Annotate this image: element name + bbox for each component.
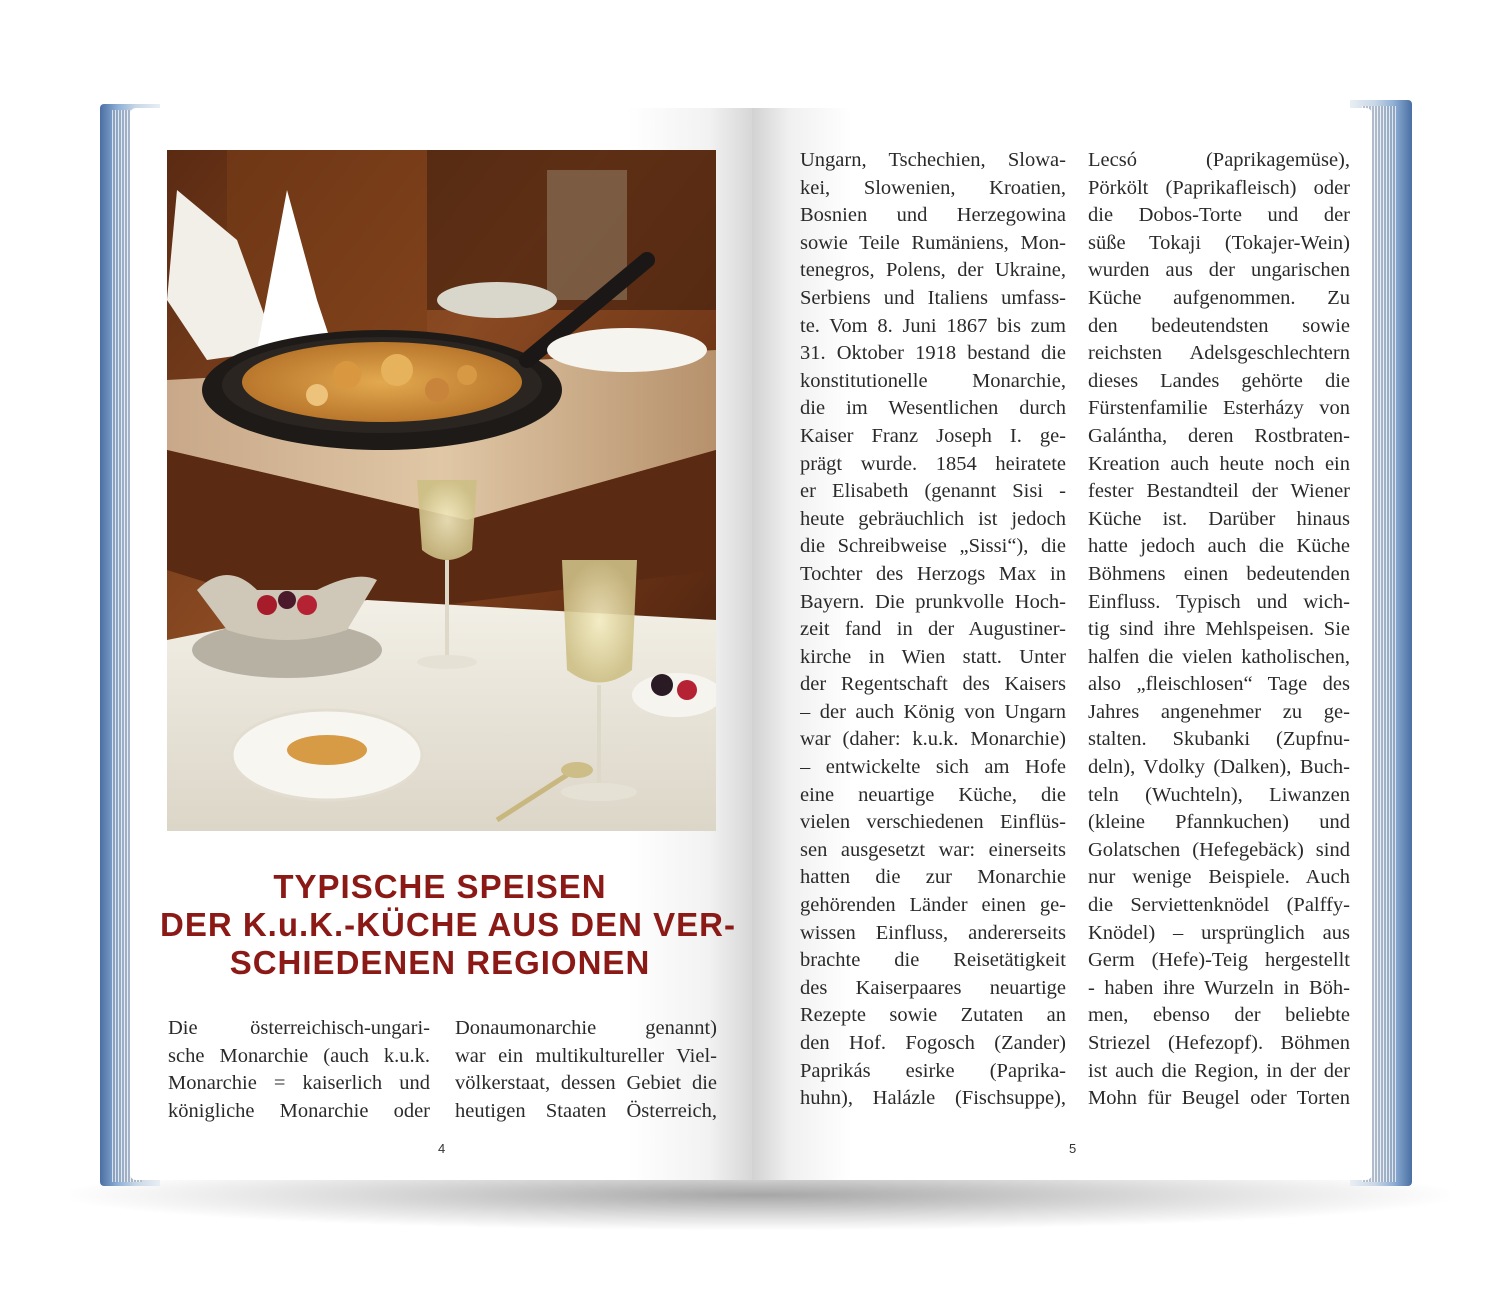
text-line: te. Vom 8. Juni 1867 bis zum (800, 314, 1066, 337)
text-line: deln), Vdolky (Dalken), Buch- (1088, 756, 1350, 779)
text-line: gehörenden Länder einen ge- (800, 894, 1066, 917)
heading-line-2: DER K.u.K.-KÜCHE AUS DEN VER- (160, 906, 736, 943)
text-line: Golatschen (Hefegebäck) sind (1088, 838, 1350, 861)
text-line: sen ausgesetzt war: einerseits (800, 838, 1066, 861)
text-line: ist auch die Region, in der der (1088, 1059, 1350, 1082)
text-line: wissen Einfluss, andererseits (800, 921, 1066, 944)
text-line: Donaumonarchie genannt) (455, 1017, 717, 1039)
text-line: sche Monarchie (auch k.u.k. (168, 1044, 430, 1067)
text-column-1 (168, 1015, 430, 1125)
text-line: kirche in Wien statt. Unter (800, 645, 1066, 668)
text-line: Germ (Hefe)-Teig hergestellt (1088, 949, 1350, 972)
text-line: Knödel) – ursprünglich aus (1088, 921, 1350, 944)
text-line: Einfluss. Typisch und wich- (1088, 590, 1350, 613)
text-line: Tochter des Herzogs Max in (800, 562, 1066, 585)
text-line: nur wenige Beispiele. Auch (1088, 866, 1350, 889)
text-line: Kaiser Franz Joseph I. ge- (800, 424, 1066, 447)
text-line: fester Bestandteil der Wiener (1088, 480, 1350, 503)
heading-line-1: TYPISCHE SPEISEN (273, 868, 607, 905)
text-line: Striezel (Hefezopf). Böhmen (1088, 1032, 1350, 1054)
text-column-3 (800, 147, 1066, 1113)
text-line: Fürstenfamilie Esterházy von (1088, 397, 1350, 420)
text-line: Bayern. Die prunkvolle Hoch- (800, 590, 1066, 613)
text-line: Kreation auch heute noch ein (1088, 452, 1350, 475)
text-line: Küche aufgenommen. Zu (1088, 286, 1350, 309)
text-line: die im Wesentlichen durch (800, 397, 1066, 420)
page-number-right: 5 (1069, 1141, 1077, 1156)
text-line: den Hof. Fogosch (Zander) (800, 1032, 1066, 1054)
text-line: heute gebräuchlich ist jedoch (800, 507, 1066, 530)
text-line: prägt wurde. 1854 heiratete (800, 452, 1066, 475)
text-line: konstitutionelle Monarchie, (800, 369, 1066, 392)
text-line: zeit fand in der Augustiner- (800, 618, 1066, 641)
text-line: kei, Slowenien, Kroatien, (800, 176, 1066, 199)
text-line: war (daher: k.u.k. Monarchie) (800, 728, 1066, 751)
text-column-2 (455, 1015, 717, 1125)
text-line: Galántha, deren Rostbraten- (1088, 424, 1350, 447)
text-line: Lecsó (Paprikagemüse), (1088, 149, 1350, 171)
text-line: - haben ihre Wurzeln in Böh- (1088, 976, 1350, 999)
text-line: teln (Wuchteln), Liwanzen (1088, 783, 1350, 806)
text-column-4 (1088, 147, 1350, 1113)
text-line: (kleine Pfannkuchen) und (1088, 811, 1350, 834)
text-line: der Regentschaft des Kaisers (800, 673, 1066, 696)
text-line: die Serviettenknödel (Palffy- (1088, 894, 1350, 917)
text-line: tig sind ihre Mehlspeisen. Sie (1088, 618, 1350, 641)
text-line: Die österreichisch-ungari- (168, 1017, 430, 1039)
text-line: men, ebenso der beliebte (1088, 1004, 1350, 1027)
text-line: Rezepte sowie Zutaten an (800, 1004, 1066, 1027)
text-line: königliche Monarchie oder (168, 1099, 430, 1122)
text-line: Jahres angenehmer zu ge- (1088, 700, 1350, 723)
text-line: – der auch König von Ungarn (800, 700, 1066, 723)
text-line: eine neuartige Küche, die (800, 783, 1066, 806)
text-line: Mohn für Beugel oder Torten (1088, 1087, 1350, 1110)
text-line: Paprikás esirke (Paprika- (800, 1059, 1066, 1082)
text-line: 31. Oktober 1918 bestand die (800, 342, 1066, 365)
text-line: Monarchie = kaiserlich und (168, 1072, 430, 1095)
text-line: heutigen Staaten Österreich, (455, 1099, 717, 1122)
text-line: Küche ist. Darüber hinaus (1088, 507, 1350, 530)
text-line: huhn), Halázle (Fischsuppe), (800, 1087, 1066, 1110)
text-line: des Kaiserpaares neuartige (800, 976, 1066, 999)
text-line: süße Tokaji (Tokajer-Wein) (1088, 231, 1350, 254)
text-line: hatten die zur Monarchie (800, 866, 1066, 889)
text-line: Bosnien und Herzegowina (800, 204, 1066, 227)
text-line: tenegros, Polens, der Ukraine, (800, 259, 1066, 282)
text-line: brachte die Reisetätigkeit (800, 949, 1066, 972)
food-photo (167, 150, 716, 831)
text-line: die Dobos-Torte und der (1088, 204, 1350, 227)
text-line: er Elisabeth (genannt Sisi - (800, 480, 1066, 503)
page-number-left: 4 (438, 1141, 446, 1156)
text-line: war ein multikultureller Viel- (455, 1044, 717, 1067)
text-line: Böhmens einen bedeutenden (1088, 562, 1350, 585)
heading-line-3: SCHIEDENEN REGIONEN (229, 944, 651, 981)
text-line: – entwickelte sich am Hofe (800, 756, 1066, 779)
text-line: dieses Landes gehörte die (1088, 369, 1350, 392)
text-line: Serbiens und Italiens umfass- (800, 286, 1066, 309)
text-line: halfen die vielen katholischen, (1088, 645, 1350, 668)
text-line: Ungarn, Tschechien, Slowa- (800, 149, 1066, 171)
text-line: sowie Teile Rumäniens, Mon- (800, 231, 1066, 254)
section-heading (160, 868, 736, 982)
text-line: also „fleischlosen“ Tage des (1088, 673, 1350, 696)
text-line: völkerstaat, dessen Gebiet die (455, 1072, 717, 1095)
text-line: vielen verschiedenen Einflüs- (800, 811, 1066, 834)
text-line: stalten. Skubanki (Zupfnu- (1088, 728, 1350, 751)
food-photo-image (167, 150, 716, 831)
text-line: den bedeutendsten sowie (1088, 314, 1350, 337)
text-line: hatte jedoch auch die Küche (1088, 535, 1350, 558)
text-line: Pörkölt (Paprikafleisch) oder (1088, 176, 1350, 199)
text-line: reichsten Adelsgeschlechtern (1088, 342, 1350, 365)
text-line: wurden aus der ungarischen (1088, 259, 1350, 282)
text-line: die Schreibweise „Sissi“), die (800, 535, 1066, 558)
